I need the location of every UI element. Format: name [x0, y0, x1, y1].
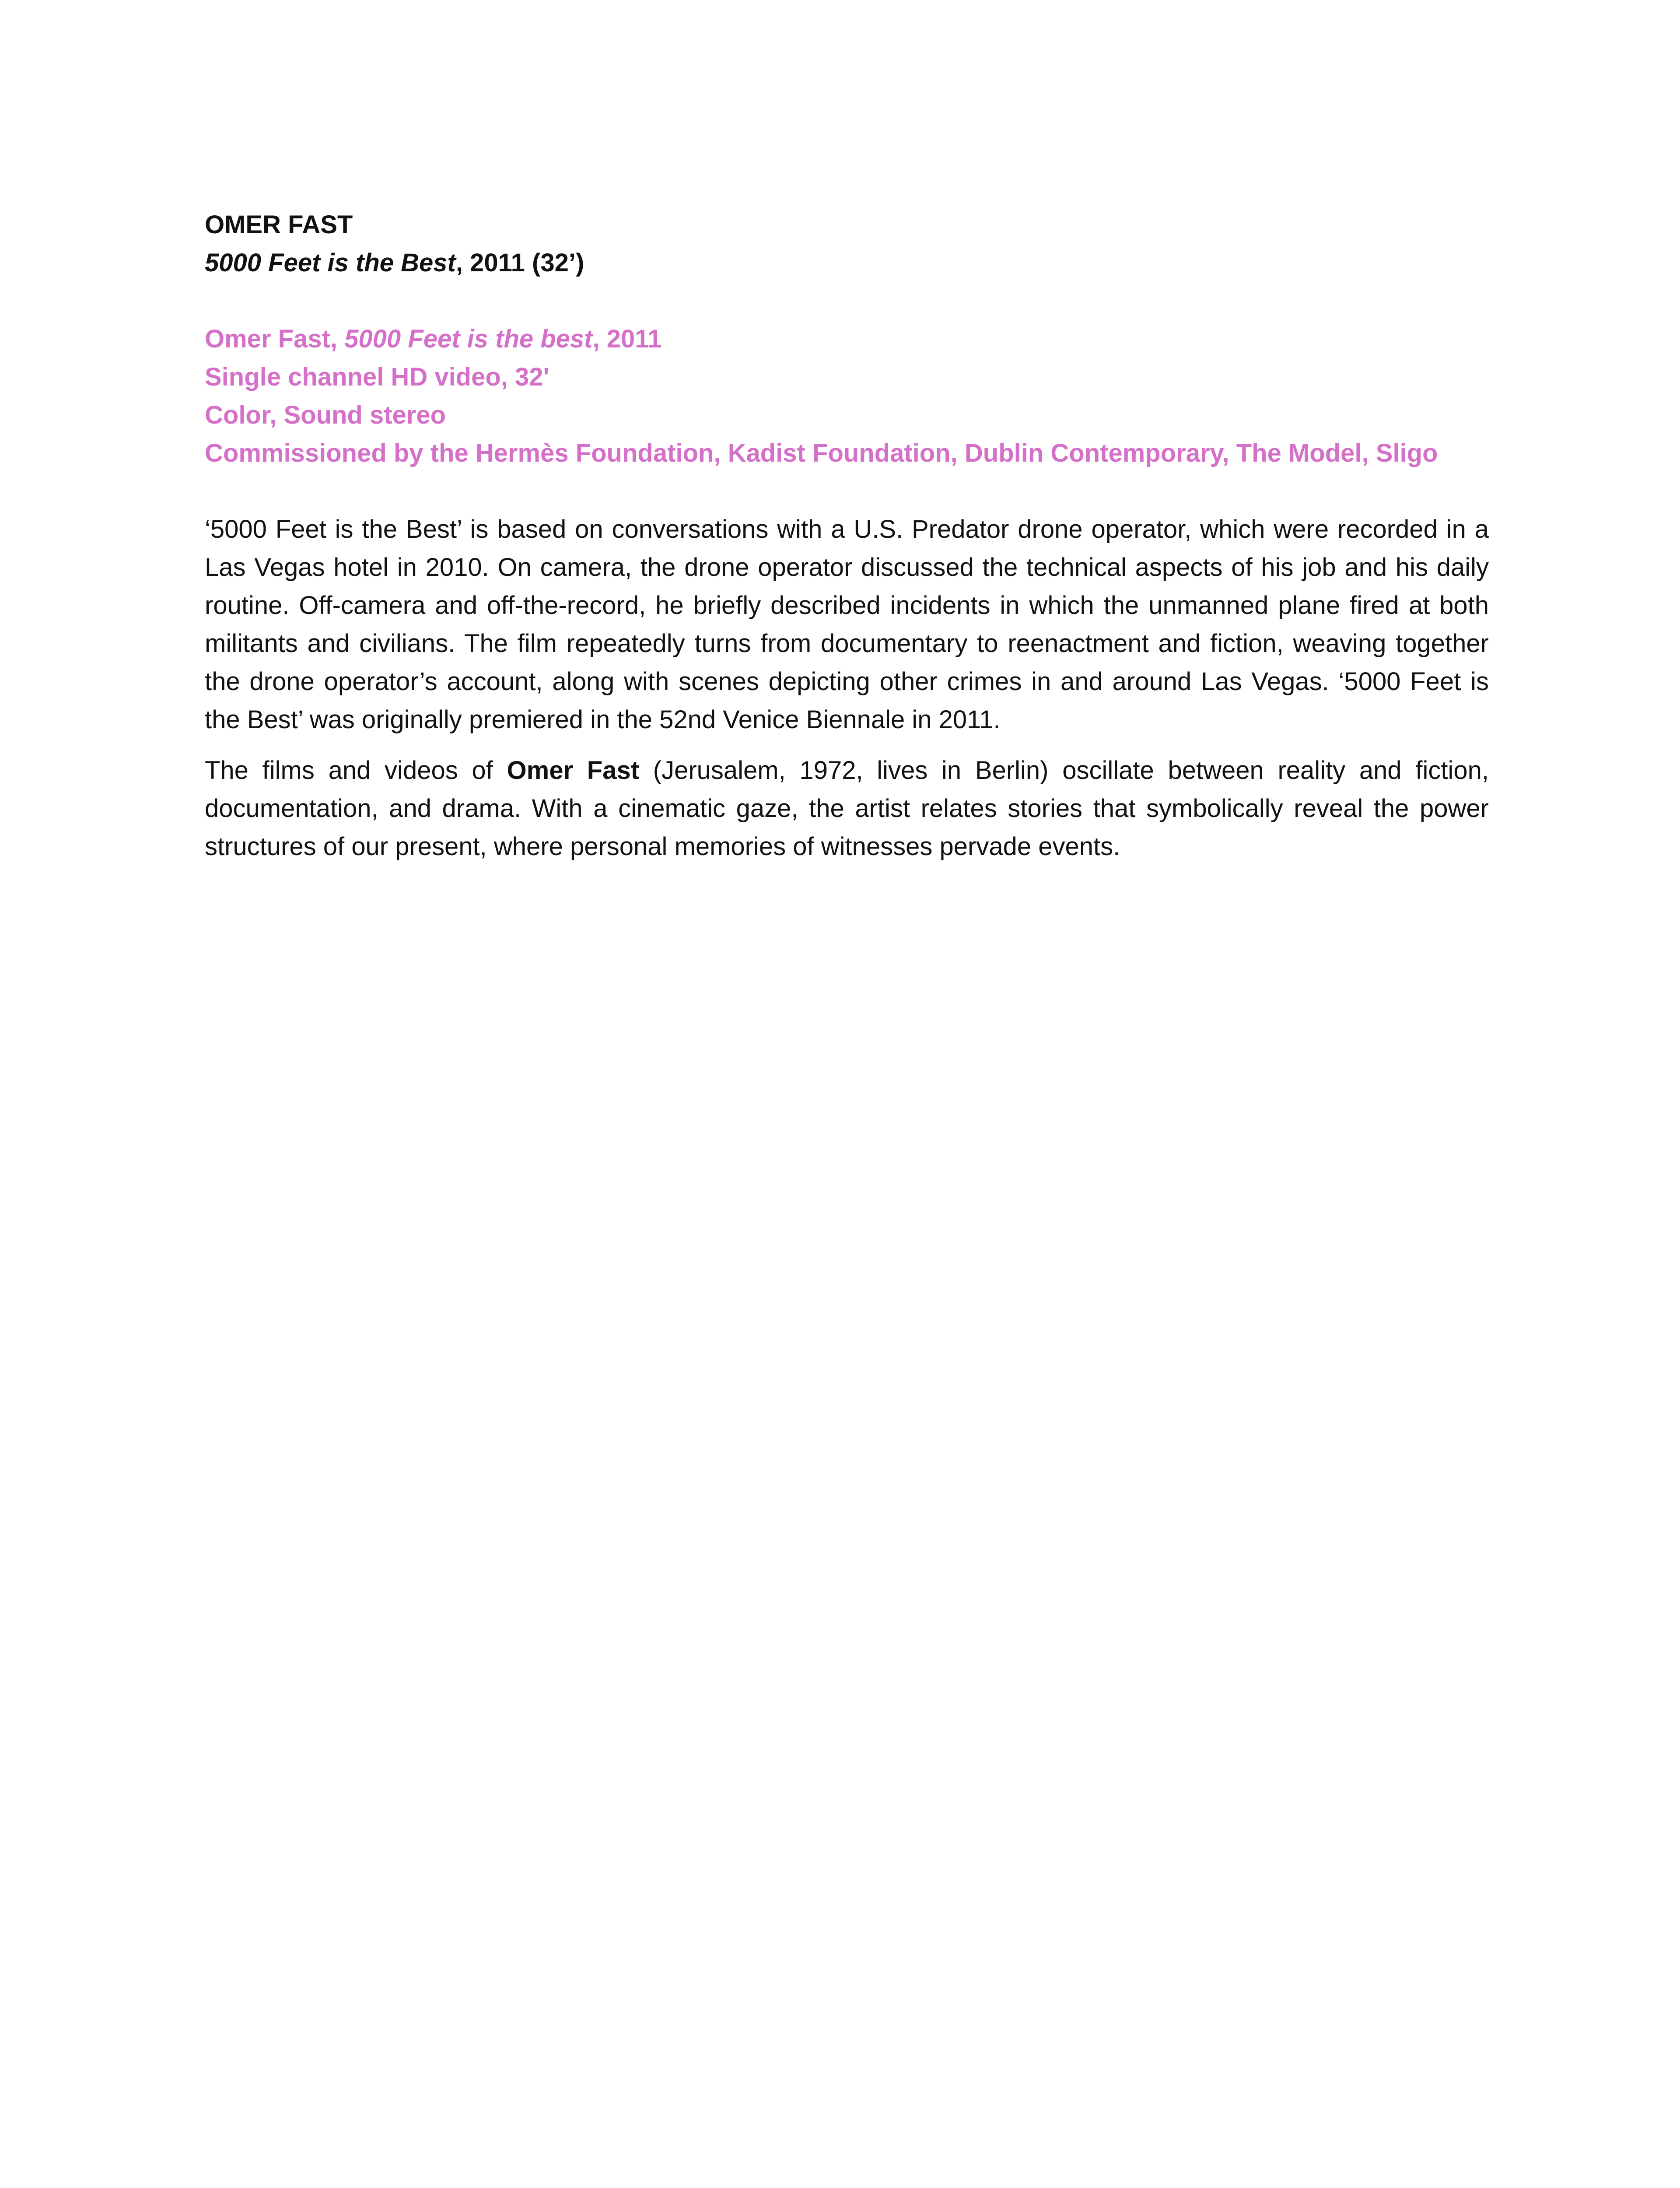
artwork-header: [205, 206, 1489, 282]
credit-artist: Omer Fast,: [205, 325, 345, 353]
bio-intro: The films and videos of: [205, 756, 507, 785]
credit-line-format: Single channel HD video, 32': [205, 363, 550, 391]
credit-line-commission: Commissioned by the Hermès Foundation, Kadist Foundation, Dublin Contemporary, The Model, Sligo: [205, 439, 1438, 467]
description-paragraph-2: [205, 751, 1489, 866]
credits-block: [205, 320, 1489, 472]
description: [205, 510, 1489, 866]
description-paragraph-1: ‘5000 Feet is the Best’ is based on conversations with a U.S. Predator drone operator, which were recorded in a Las Vegas hotel in 2010. On camera, the drone operator discussed the technical aspects of his job and his daily routine. Off-camera and off-the-record, he briefly described incidents in which the unmanned plane fired at both militants and civilians. The film repeatedly turns from documentary to reenactment and fiction, weaving together the drone operator’s account, along with scenes depicting other crimes in and around Las Vegas. ‘5000 Feet is the Best’ was originally premiered in the 52nd Venice Biennale in 2011.: [205, 515, 1489, 734]
work-title: 5000 Feet is the Best: [205, 249, 456, 277]
credit-line-color-sound: Color, Sound stereo: [205, 401, 446, 429]
artist-name: OMER FAST: [205, 210, 353, 239]
bio-text: (Jerusalem, 1972, lives in Berlin) oscillate between reality and fiction, documentation, and drama. With a cinematic gaze, the artist relates stories that symbolically reveal the power structures of our present, where personal memories of witnesses pervade events.: [205, 756, 1489, 861]
credit-year: , 2011: [592, 325, 662, 353]
work-title-line: [205, 244, 1489, 282]
bio-artist-name: Omer Fast: [507, 756, 640, 785]
credit-line-title: [205, 320, 1489, 358]
credit-work-title: 5000 Feet is the best: [344, 325, 593, 353]
work-meta: , 2011 (32’): [455, 249, 584, 277]
document-page: [205, 206, 1489, 878]
